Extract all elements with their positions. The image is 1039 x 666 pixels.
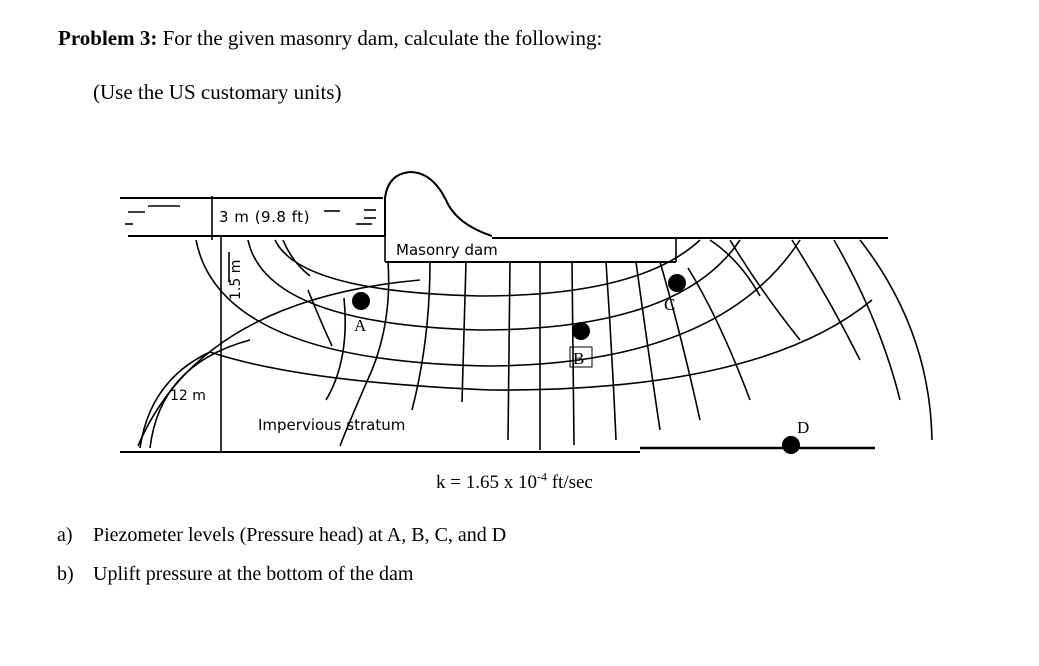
equipotential-line	[688, 268, 750, 400]
question-b	[57, 563, 413, 586]
flow-line	[196, 240, 800, 366]
permeability-exponent: -4	[536, 469, 547, 484]
question-b-text: Uplift pressure at the bottom of the dam	[93, 563, 414, 585]
question-a	[57, 524, 506, 547]
problem-label: Problem 3:	[58, 26, 158, 50]
point-d-label: D	[797, 418, 810, 437]
head-label: 3 m (9.8 ft)	[219, 208, 310, 226]
point-b-label: B	[573, 349, 585, 368]
question-a-label: a)	[57, 524, 73, 546]
equipotential-line	[636, 262, 660, 430]
flow-line	[490, 300, 872, 390]
point-c-marker	[668, 274, 686, 292]
permeability-unit: ft/sec	[551, 472, 593, 493]
point-a-label: A	[354, 316, 367, 335]
permeability-line	[436, 469, 593, 494]
permeability-prefix: k = 1.65 x 10	[436, 472, 537, 493]
equipotential-line	[508, 262, 510, 440]
equipotential-line	[462, 262, 466, 402]
point-a-marker	[352, 292, 370, 310]
depth-label: 1.5 m	[228, 259, 244, 300]
point-c-label: C	[664, 295, 676, 314]
point-b-marker	[572, 322, 590, 340]
units-note: (Use the US customary units)	[93, 80, 342, 104]
question-b-label: b)	[57, 563, 74, 585]
flow-line	[860, 240, 932, 440]
dam-label: Masonry dam	[396, 241, 498, 259]
stratum-depth-label: 12 m	[170, 388, 206, 404]
problem-statement: For the given masonry dam, calculate the following:	[162, 26, 603, 50]
question-a-text: Piezometer levels (Pressure head) at A, B, C, and D	[93, 524, 507, 546]
equipotential-line	[283, 240, 310, 276]
equipotential-line	[606, 262, 616, 440]
point-d-marker	[782, 436, 800, 454]
stratum-label: Impervious stratum	[258, 416, 406, 434]
equipotential-line	[412, 262, 430, 410]
dam-crest-outline	[385, 172, 492, 236]
